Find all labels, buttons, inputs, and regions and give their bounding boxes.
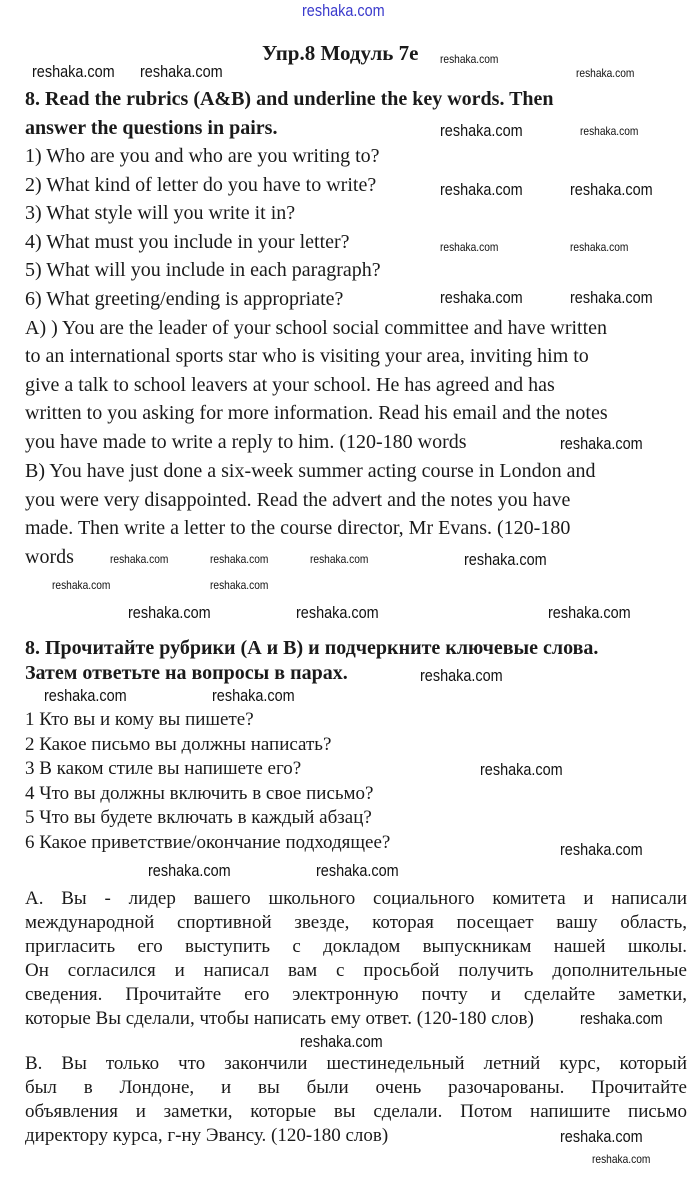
- watermark: reshaka.com: [580, 1009, 663, 1028]
- watermark: reshaka.com: [44, 686, 127, 705]
- ru-rubric-a-line: А. Вы - лидер вашего школьного социального комитета и написали: [25, 888, 687, 909]
- en-question-2: 2) What kind of letter do you have to write?: [25, 174, 377, 196]
- ru-rubric-a-line: Он согласился и написал вам с просьбой получить дополнительные: [25, 960, 687, 981]
- ru-question-2: 2 Какое письмо вы должны написать?: [25, 734, 332, 755]
- en-question-1: 1) Who are you and who are you writing to?: [25, 145, 380, 167]
- watermark: reshaka.com: [310, 552, 369, 566]
- watermark: reshaka.com: [32, 62, 115, 81]
- watermark: reshaka.com: [560, 840, 643, 859]
- en-rubric-b-line: words: [25, 546, 74, 568]
- watermark: reshaka.com: [210, 578, 269, 592]
- ru-question-3: 3 В каком стиле вы напишете его?: [25, 758, 302, 779]
- en-question-5: 5) What will you include in each paragraph?: [25, 259, 381, 281]
- watermark: reshaka.com: [560, 1127, 643, 1146]
- ru-rubric-a-line: сведения. Прочитайте его электронную почту и сделайте заметки,: [25, 984, 687, 1005]
- ru-rubric-a-line: которые Вы сделали, чтобы написать ему ответ. (120-180 слов): [25, 1008, 534, 1029]
- en-rubric-a-line: A) ) You are the leader of your school social committee and have written: [25, 317, 608, 339]
- site-header-watermark[interactable]: reshaka.com: [302, 1, 385, 20]
- watermark: reshaka.com: [570, 288, 653, 307]
- watermark: reshaka.com: [560, 434, 643, 453]
- watermark: reshaka.com: [580, 124, 639, 138]
- ru-rubric-a-line: пригласить его выступить с докладом выпускникам нашей школы.: [25, 936, 687, 957]
- en-heading-line-2: answer the questions in pairs.: [25, 117, 278, 139]
- watermark: reshaka.com: [140, 62, 223, 81]
- en-rubric-b-line: made. Then write a letter to the course director, Mr Evans. (120-180: [25, 517, 571, 539]
- watermark: reshaka.com: [148, 861, 231, 880]
- watermark: reshaka.com: [110, 552, 169, 566]
- ru-rubric-b-line: В. Вы только что закончили шестинедельный летний курс, который: [25, 1053, 687, 1074]
- watermark: reshaka.com: [52, 578, 111, 592]
- watermark: reshaka.com: [212, 686, 295, 705]
- ru-rubric-a-line: международной спортивной звезде, которая посещает вашу область,: [25, 912, 687, 933]
- watermark: reshaka.com: [480, 760, 563, 779]
- watermark: reshaka.com: [576, 66, 635, 80]
- watermark: reshaka.com: [440, 288, 523, 307]
- watermark: reshaka.com: [420, 666, 503, 685]
- page-title: Упр.8 Модуль 7е: [262, 41, 419, 65]
- watermark: reshaka.com: [592, 1152, 651, 1166]
- en-question-6: 6) What greeting/ending is appropriate?: [25, 288, 344, 310]
- watermark: reshaka.com: [548, 603, 631, 622]
- en-rubric-a-line: written to you asking for more information. Read his email and the notes: [25, 402, 608, 424]
- watermark: reshaka.com: [300, 1032, 383, 1051]
- watermark: reshaka.com: [570, 240, 629, 254]
- watermark: reshaka.com: [296, 603, 379, 622]
- en-rubric-b-line: you were very disappointed. Read the advert and the notes you have: [25, 489, 571, 511]
- watermark: reshaka.com: [440, 180, 523, 199]
- watermark: reshaka.com: [210, 552, 269, 566]
- watermark: reshaka.com: [570, 180, 653, 199]
- en-heading-line-1: 8. Read the rubrics (A&B) and underline the key words. Then: [25, 88, 554, 110]
- ru-heading-line-1: 8. Прочитайте рубрики (А и В) и подчеркните ключевые слова.: [25, 637, 599, 659]
- en-question-4: 4) What must you include in your letter?: [25, 231, 350, 253]
- en-question-3: 3) What style will you write it in?: [25, 202, 296, 224]
- watermark: reshaka.com: [316, 861, 399, 880]
- ru-question-1: 1 Кто вы и кому вы пишете?: [25, 709, 254, 730]
- ru-rubric-b-line: директору курса, г-ну Эвансу. (120-180 слов): [25, 1125, 389, 1146]
- ru-rubric-b-line: объявления и заметки, которые вы сделали. Потом напишите письмо: [25, 1101, 687, 1122]
- ru-rubric-b-line: был в Лондоне, и вы были очень разочарованы. Прочитайте: [25, 1077, 687, 1098]
- en-rubric-a-line: to an international sports star who is visiting your area, inviting him to: [25, 345, 589, 367]
- en-rubric-a-line: you have made to write a reply to him. (120-180 words: [25, 431, 467, 453]
- watermark: reshaka.com: [128, 603, 211, 622]
- watermark: reshaka.com: [464, 550, 547, 569]
- en-rubric-a-line: give a talk to school leavers at your school. He has agreed and has: [25, 374, 555, 396]
- watermark: reshaka.com: [440, 52, 499, 66]
- ru-question-6: 6 Какое приветствие/окончание подходящее?: [25, 832, 391, 853]
- ru-heading-line-2: Затем ответьте на вопросы в парах.: [25, 662, 348, 684]
- watermark: reshaka.com: [440, 121, 523, 140]
- ru-question-5: 5 Что вы будете включать в каждый абзац?: [25, 807, 372, 828]
- en-rubric-b-line: B) You have just done a six-week summer acting course in London and: [25, 460, 596, 482]
- watermark: reshaka.com: [440, 240, 499, 254]
- ru-question-4: 4 Что вы должны включить в свое письмо?: [25, 783, 374, 804]
